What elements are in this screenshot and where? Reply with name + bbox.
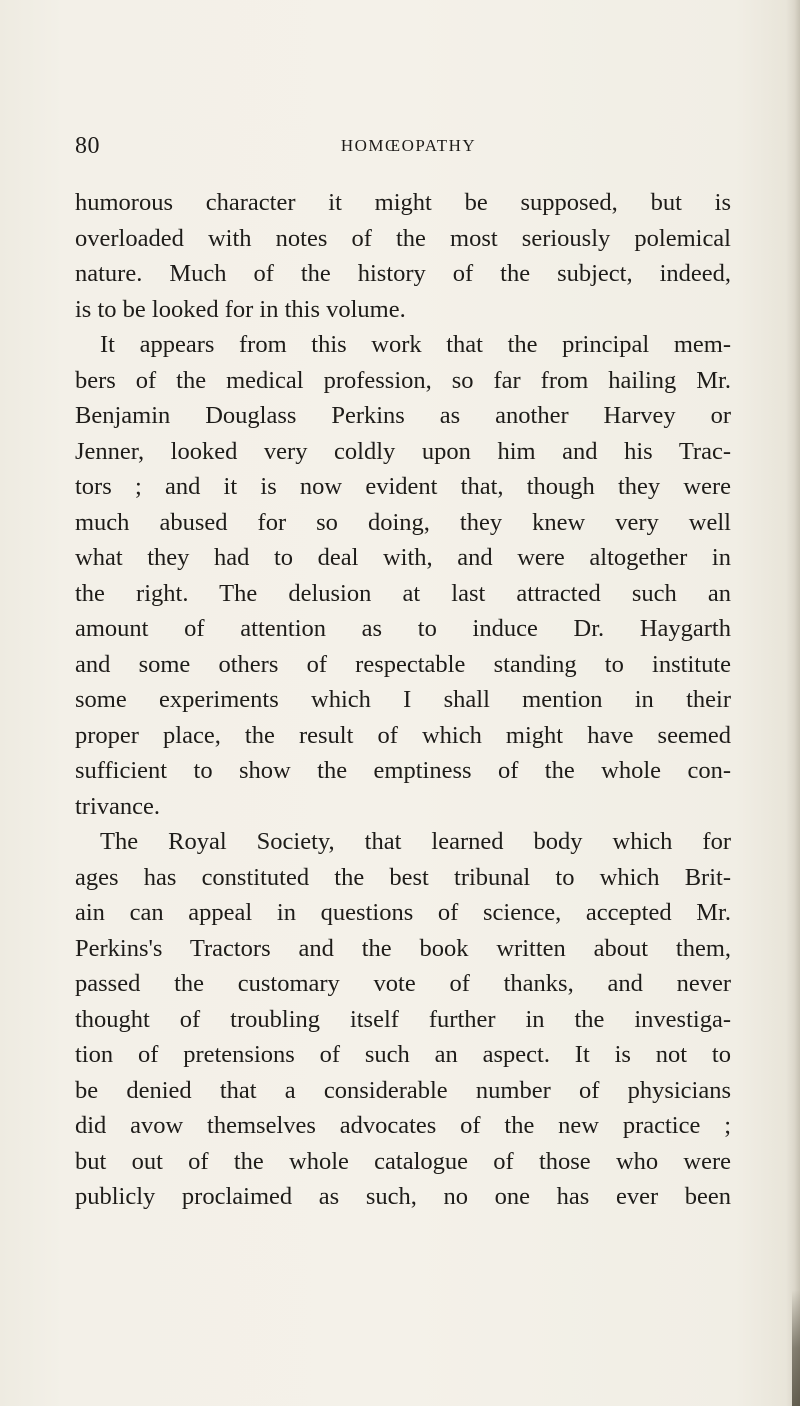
text-line: Perkins's Tractors and the book written about them, (75, 934, 731, 962)
text-line: trivance. (75, 792, 161, 820)
text-line: humorous character it might be supposed, but is (75, 189, 731, 216)
text-line: be denied that a considerable number of physicians (75, 1076, 731, 1104)
text-line: Jenner, looked very coldly upon him and his Trac- (75, 437, 731, 465)
text-line: overloaded with notes of the most seriously polemical (75, 224, 731, 252)
text-line: but out of the whole catalogue of those who were (75, 1147, 731, 1175)
text-line: passed the customary vote of thanks, and never (75, 970, 731, 997)
text-line: ages has constituted the best tribunal to which Brit- (75, 863, 731, 891)
text-line: what they had to deal with, and were altogether in (75, 544, 731, 571)
text-line: tors ; and it is now evident that, though they were (75, 473, 731, 500)
text-line: thought of troubling itself further in the investiga- (75, 1005, 731, 1033)
text-line: nature. Much of the history of the subject, indeed, (75, 260, 731, 287)
text-line: ain can appeal in questions of science, accepted Mr. (75, 899, 731, 926)
page-edge-mark (792, 1290, 800, 1406)
text-line: sufficient to show the emptiness of the whole con- (75, 757, 731, 784)
text-line: proper place, the result of which might have seemed (75, 721, 731, 749)
running-head (75, 133, 730, 163)
text-line: and some others of respectable standing to institute (75, 650, 731, 678)
page-edge-shadow (786, 0, 800, 1406)
text-line: publicly proclaimed as such, no one has ever been (75, 1183, 731, 1210)
text-line: some experiments which I shall mention in their (75, 686, 731, 713)
text-line: bers of the medical profession, so far from hailing Mr. (75, 366, 731, 394)
text-line: Benjamin Douglass Perkins as another Harvey or (75, 402, 731, 429)
body-text (75, 185, 731, 1215)
text-line: The Royal Society, that learned body which for (100, 828, 731, 855)
running-title: HOMŒOPATHY (340, 136, 477, 155)
text-line: is to be looked for in this volume. (75, 295, 406, 323)
text-line: did avow themselves advocates of the new practice ; (75, 1112, 731, 1139)
text-line: much abused for so doing, they knew very well (75, 508, 731, 536)
text-line: It appears from this work that the principal mem- (100, 331, 731, 358)
page-number: 80 (75, 133, 100, 159)
text-line: tion of pretensions of such an aspect. It is not to (75, 1041, 731, 1068)
text-line: amount of attention as to induce Dr. Haygarth (75, 615, 731, 642)
text-line: the right. The delusion at last attracted such an (75, 579, 731, 607)
